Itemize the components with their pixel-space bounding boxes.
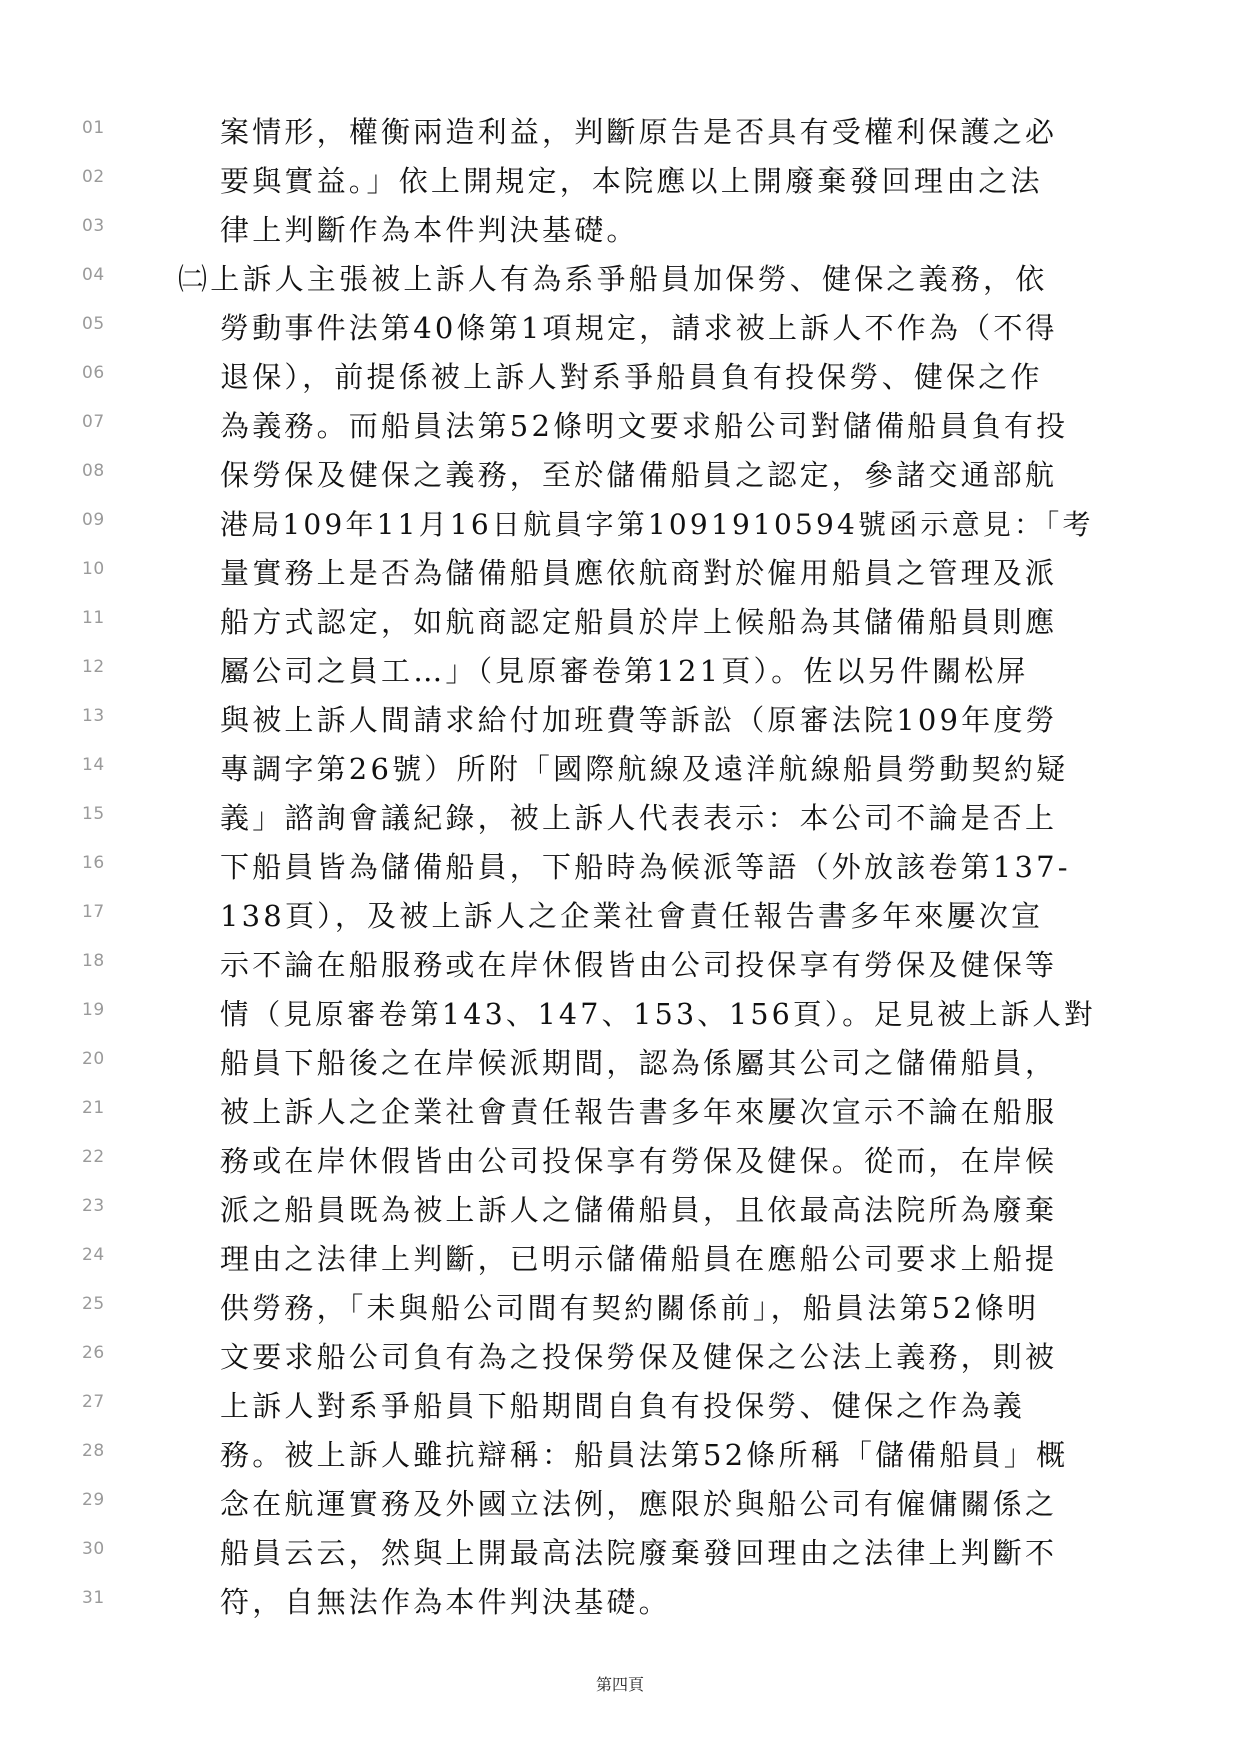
text-line-18 — [0, 941, 1240, 990]
text-line-25 — [0, 1284, 1240, 1333]
line-text: 港局109年11月16日航員字第1091910594號函示意見：「考 — [220, 508, 1094, 541]
text-line-10 — [0, 549, 1240, 598]
line-number: 14 — [82, 755, 105, 775]
text-line-06 — [0, 353, 1240, 402]
line-number: 27 — [82, 1392, 105, 1412]
text-line-29 — [0, 1480, 1240, 1529]
text-line-31 — [0, 1578, 1240, 1627]
text-line-21 — [0, 1088, 1240, 1137]
line-number: 08 — [82, 461, 105, 481]
line-number: 17 — [82, 902, 105, 922]
text-line-08 — [0, 451, 1240, 500]
text-line-01 — [0, 108, 1240, 157]
line-number: 06 — [82, 363, 105, 383]
text-line-27 — [0, 1382, 1240, 1431]
text-line-12 — [0, 647, 1240, 696]
line-text: 為義務。而船員法第52條明文要求船公司對儲備船員負有投 — [220, 409, 1069, 443]
line-text: 專調字第26號）所附「國際航線及遠洋航線船員勞動契約疑 — [220, 752, 1069, 786]
line-text: 念在航運實務及外國立法例，應限於與船公司有僱傭關係之 — [220, 1487, 1058, 1521]
line-text: 船員下船後之在岸候派期間，認為係屬其公司之儲備船員， — [220, 1046, 1058, 1080]
line-text: 派之船員既為被上訴人之儲備船員，且依最高法院所為廢棄 — [220, 1193, 1058, 1227]
line-text: 務。被上訴人雖抗辯稱：船員法第52條所稱「儲備船員」概 — [220, 1438, 1069, 1472]
line-number: 01 — [82, 118, 105, 138]
line-text: 務或在岸休假皆由公司投保享有勞保及健保。從而，在岸候 — [220, 1144, 1058, 1178]
page-number-footer: 第四頁 — [595, 1675, 644, 1694]
line-text: 退保），前提係被上訴人對系爭船員負有投保勞、健保之作 — [220, 360, 1043, 394]
line-number: 20 — [82, 1049, 105, 1069]
text-line-15 — [0, 794, 1240, 843]
text-line-11 — [0, 598, 1240, 647]
line-number: 30 — [82, 1539, 105, 1559]
line-number: 25 — [82, 1294, 105, 1314]
line-number: 21 — [82, 1098, 105, 1118]
line-number: 18 — [82, 951, 105, 971]
text-line-26 — [0, 1333, 1240, 1382]
line-number: 05 — [82, 314, 105, 334]
line-text: 符，自無法作為本件判決基礎。 — [220, 1585, 671, 1619]
line-number: 07 — [82, 412, 105, 432]
text-line-24 — [0, 1235, 1240, 1284]
line-text: 律上判斷作為本件判決基礎。 — [220, 213, 639, 247]
line-number: 31 — [82, 1588, 105, 1608]
line-number: 24 — [82, 1245, 105, 1265]
line-text: 量實務上是否為儲備船員應依航商對於僱用船員之管理及派 — [220, 556, 1058, 590]
text-line-23 — [0, 1186, 1240, 1235]
text-line-20 — [0, 1039, 1240, 1088]
text-line-13 — [0, 696, 1240, 745]
line-number: 10 — [82, 559, 105, 579]
text-line-19 — [0, 990, 1240, 1039]
line-text: 示不論在船服務或在岸休假皆由公司投保享有勞保及健保等 — [220, 948, 1058, 982]
line-number: 15 — [82, 804, 105, 824]
line-number: 09 — [82, 510, 105, 530]
text-line-07 — [0, 402, 1240, 451]
line-text: 保勞保及健保之義務，至於儲備船員之認定，參諸交通部航 — [220, 458, 1058, 492]
text-line-30 — [0, 1529, 1240, 1578]
text-line-17 — [0, 892, 1240, 941]
line-number: 04 — [82, 265, 105, 285]
line-text: 與被上訴人間請求給付加班費等訴訟（原審法院109年度勞 — [220, 703, 1058, 737]
text-line-16 — [0, 843, 1240, 892]
line-text: 文要求船公司負有為之投保勞保及健保之公法上義務，則被 — [220, 1340, 1058, 1374]
text-line-05 — [0, 304, 1240, 353]
line-number: 03 — [82, 216, 105, 236]
line-text: 理由之法律上判斷，已明示儲備船員在應船公司要求上船提 — [220, 1242, 1058, 1276]
line-number: 23 — [82, 1196, 105, 1216]
line-number: 11 — [82, 608, 105, 628]
line-number: 22 — [82, 1147, 105, 1167]
line-text: 上訴人對系爭船員下船期間自負有投保勞、健保之作為義 — [220, 1389, 1026, 1423]
line-text: 案情形，權衡兩造利益，判斷原告是否具有受權利保護之必 — [220, 115, 1058, 149]
line-number: 02 — [82, 167, 105, 187]
line-number: 29 — [82, 1490, 105, 1510]
line-number: 12 — [82, 657, 105, 677]
line-text: 被上訴人之企業社會責任報告書多年來屢次宣示不論在船服 — [220, 1095, 1058, 1129]
line-text: 下船員皆為儲備船員，下船時為候派等語（外放該卷第137- — [220, 850, 1071, 884]
line-text: 船員云云，然與上開最高法院廢棄發回理由之法律上判斷不 — [220, 1536, 1058, 1570]
line-text: 情（見原審卷第143、147、153、156頁）。足見被上訴人對 — [220, 998, 1096, 1031]
text-line-09 — [0, 500, 1240, 549]
line-text: 船方式認定，如航商認定船員於岸上候船為其儲備船員則應 — [220, 605, 1058, 639]
text-line-02 — [0, 157, 1240, 206]
line-text: 義」諮詢會議紀錄，被上訴人代表表示：本公司不論是否上 — [220, 801, 1058, 835]
line-number: 13 — [82, 706, 105, 726]
text-line-03 — [0, 206, 1240, 255]
text-line-28 — [0, 1431, 1240, 1480]
line-text: 供勞務，「未與船公司間有契約關係前」，船員法第52條明 — [220, 1291, 1040, 1325]
line-number: 19 — [82, 1000, 105, 1020]
text-line-22 — [0, 1137, 1240, 1186]
line-text: 要與實益。」依上開規定，本院應以上開廢棄發回理由之法 — [220, 164, 1043, 198]
line-text: 屬公司之員工…」（見原審卷第121頁）。佐以另件關松屏 — [220, 654, 1029, 688]
line-text: ㈡上訴人主張被上訴人有為系爭船員加保勞、健保之義務，依 — [178, 262, 1048, 296]
line-number: 28 — [82, 1441, 105, 1461]
text-line-04 — [0, 255, 1240, 304]
line-number: 26 — [82, 1343, 105, 1363]
line-text: 138頁），及被上訴人之企業社會責任報告書多年來屢次宣 — [220, 899, 1044, 933]
line-text: 勞動事件法第40條第1項規定，請求被上訴人不作為（不得 — [220, 311, 1058, 345]
text-line-14 — [0, 745, 1240, 794]
line-number: 16 — [82, 853, 105, 873]
